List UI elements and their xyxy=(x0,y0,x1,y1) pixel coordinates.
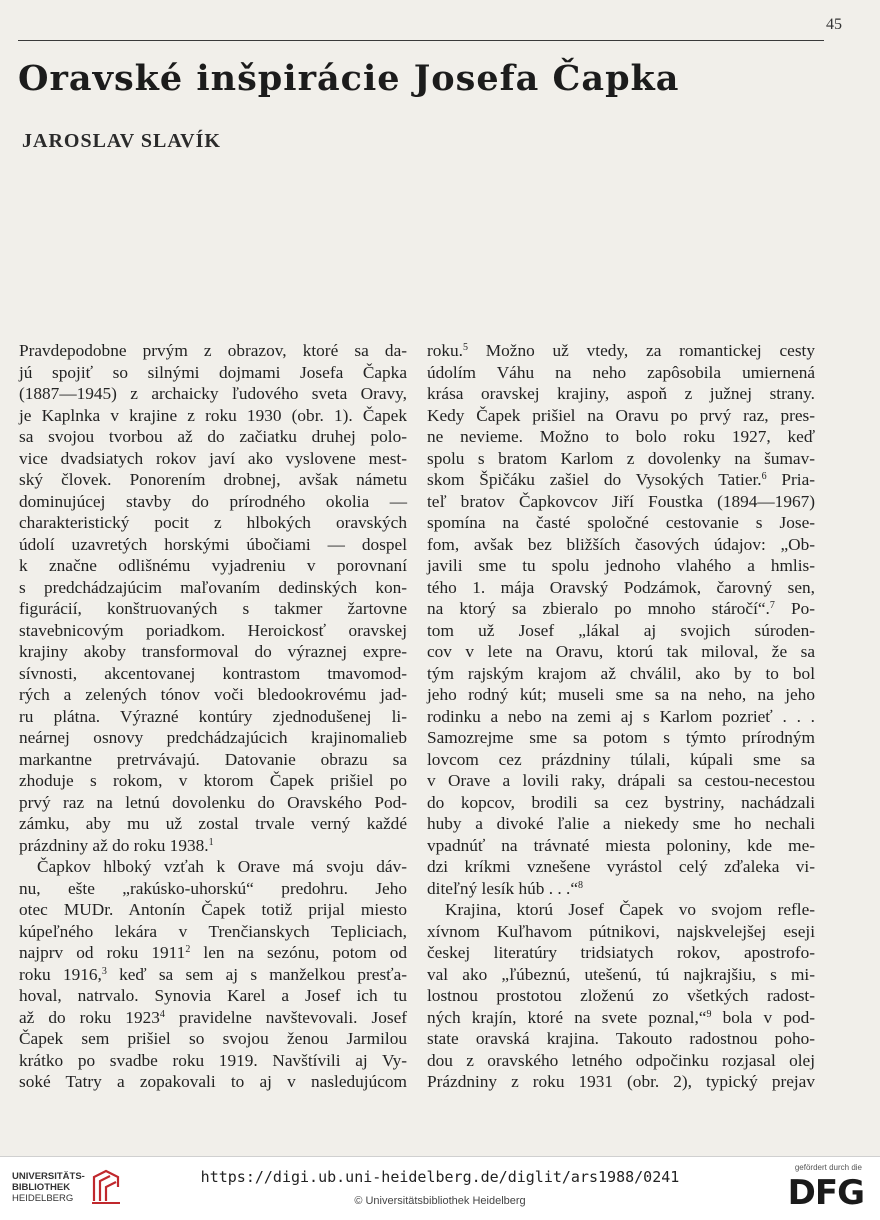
library-line-3: HEIDELBERG xyxy=(12,1193,74,1204)
line-text: dzi kríkmi vznešene vyrástol celý zďaleka vi- xyxy=(427,857,815,876)
line-text: roku. xyxy=(427,341,463,360)
line-text-continued: pravidelne navštevovali. Josef xyxy=(164,1007,407,1027)
line-text: ru plátna. Výrazné kontúry zjednodušenej li- xyxy=(19,706,407,726)
funding-note: gefördert durch die xyxy=(794,1163,862,1172)
line-text: otec MUDr. Antonín Čapek totiž prijal miesto xyxy=(19,900,407,919)
text-line xyxy=(19,1071,407,1093)
text-line xyxy=(427,598,815,620)
text-line xyxy=(19,491,407,513)
line-text: ných krajín, ktoré na svete poznal,“ xyxy=(427,1007,707,1027)
line-text: fom, avšak bez bližších časových údajov: „Ob- xyxy=(427,534,815,554)
text-line xyxy=(427,641,815,663)
footer-bar xyxy=(0,1156,880,1220)
footnote-reference: 2 xyxy=(185,944,191,955)
line-text: s predchádzajúcim maľovaním dedinských kon- xyxy=(19,577,407,597)
line-text: českej literatúry tridsiatych rokov, apostrofo- xyxy=(427,943,815,962)
text-line xyxy=(427,835,815,857)
text-line xyxy=(19,1028,407,1050)
text-line xyxy=(427,620,815,642)
line-text: tým rajským krajom až chválil, ako by to bol xyxy=(427,663,815,683)
line-text: state oravská krajina. Takouto radostnou poho- xyxy=(427,1029,815,1048)
text-line xyxy=(427,878,815,900)
text-line xyxy=(427,727,815,749)
text-line xyxy=(427,856,815,878)
text-line xyxy=(427,663,815,685)
line-text: prázdniny až do roku 1938. xyxy=(19,835,209,855)
text-line xyxy=(19,684,407,706)
line-text: kúpeľného lekára v Trenčianskych Tepliciach, xyxy=(19,921,407,941)
footnote-reference: 4 xyxy=(159,1008,165,1020)
line-text: rých a zelených tónov voči bledookrovému jad- xyxy=(19,685,407,704)
page-number: 45 xyxy=(826,16,842,33)
text-line xyxy=(427,964,815,986)
text-line xyxy=(427,749,815,771)
text-line xyxy=(19,1007,407,1029)
footnote-reference: 1 xyxy=(208,836,214,848)
text-line xyxy=(427,1028,815,1050)
footnote-reference: 3 xyxy=(101,965,107,977)
text-line xyxy=(19,577,407,599)
line-text-continued: keď sa sem aj s manželkou presťa- xyxy=(106,964,407,984)
left-column xyxy=(19,340,407,1093)
line-text: Čapek sem prišiel so svojou ženou Jarmilou xyxy=(19,1029,407,1048)
text-line xyxy=(19,620,407,642)
text-line xyxy=(19,598,407,620)
text-line xyxy=(427,813,815,835)
line-text-continued: len na sezónu, potom od xyxy=(190,943,407,962)
line-text: tého 1. mája Oravský Podzámok, čarovný sen, xyxy=(427,577,815,597)
library-line-2: BIBLIOTHEK xyxy=(12,1182,71,1193)
text-line xyxy=(427,383,815,405)
text-line xyxy=(19,1050,407,1072)
text-line xyxy=(427,792,815,814)
text-line xyxy=(427,899,815,921)
line-text: krása oravskej krajiny, aspoň z južnej strany. xyxy=(427,384,815,403)
line-text: diteľný lesík húb . . .“ xyxy=(427,878,579,898)
line-text: zámku, aby mu už zostal trvale verný každé xyxy=(19,814,407,833)
line-text: (1887—1945) z archaicky ľudového sveta Oravy, xyxy=(19,384,407,403)
text-line xyxy=(427,942,815,964)
text-line xyxy=(427,1050,815,1072)
text-line xyxy=(427,921,815,943)
line-text: dominujúcej stavby do prírodného okolia — xyxy=(19,491,407,511)
line-text: cov v lete na Oravu, ktorú tak miloval, že sa xyxy=(427,642,815,661)
text-line xyxy=(427,405,815,427)
text-line xyxy=(19,534,407,556)
text-line xyxy=(19,340,407,362)
text-line xyxy=(19,835,407,857)
text-line xyxy=(427,1007,815,1029)
library-line-1: UNIVERSITÄTS- xyxy=(12,1171,85,1182)
text-line xyxy=(19,921,407,943)
line-text: v Orave a lovili raky, drápali sa cestou-necestou xyxy=(427,771,815,790)
line-text: krajiny akoby transformoval do výraznej expre- xyxy=(19,642,407,661)
line-text: sívnosti, akcentovanej kontrastom tmavomod- xyxy=(19,663,407,683)
line-text: roku 1916, xyxy=(19,964,102,984)
text-line xyxy=(19,426,407,448)
line-text-continued: Pria- xyxy=(766,470,816,489)
text-line xyxy=(19,856,407,878)
line-text: ne nevieme. Možno to bolo roku 1927, keď xyxy=(427,427,815,446)
footnote-reference: 8 xyxy=(578,879,584,891)
text-line xyxy=(427,577,815,599)
line-text: hoval, natrvalo. Synovia Karel a Josef ich tu xyxy=(19,986,407,1005)
text-line xyxy=(427,770,815,792)
line-text: spolu s bratom Karlom z dovolenky na šumav- xyxy=(427,448,815,468)
line-text: soké Tatry a zopakovali to aj v nasledujúcom xyxy=(19,1072,407,1091)
text-line xyxy=(427,512,815,534)
footnote-reference: 7 xyxy=(769,600,775,611)
line-text: jeho rodný kút; museli sme sa na neho, na jeho xyxy=(427,685,815,704)
line-text: až do roku 1923 xyxy=(19,1007,160,1027)
text-line xyxy=(427,448,815,470)
text-line xyxy=(19,448,407,470)
text-line xyxy=(19,405,407,427)
text-line xyxy=(427,684,815,706)
line-text: markantne pretrvávajú. Datovanie obrazu sa xyxy=(19,749,407,769)
text-line xyxy=(427,1071,815,1093)
line-text: val ako „ľúbeznú, utešenú, tú najkrajšiu, s mi- xyxy=(427,964,815,984)
line-text: lovcom cez prázdniny túlali, kúpali sme sa xyxy=(427,749,815,769)
line-text: údolím Váhu na neho zapôsobila umiernená xyxy=(427,362,815,382)
right-column xyxy=(427,340,815,1093)
line-text: xívnom Kuľhavom pútnikovi, najskvelejšej eseji xyxy=(427,921,815,941)
text-line xyxy=(19,942,407,964)
text-line xyxy=(427,534,815,556)
line-text: figurácií, konštruovaných s takmer žartovne xyxy=(19,599,407,618)
line-text-continued: Možno už vtedy, za romantickej cesty xyxy=(468,341,815,360)
text-line xyxy=(427,426,815,448)
line-text-continued: bola v pod- xyxy=(711,1007,816,1027)
line-text: Prázdniny z roku 1931 (obr. 2), typický prejav xyxy=(427,1072,815,1091)
text-line xyxy=(19,383,407,405)
text-line xyxy=(19,512,407,534)
text-line xyxy=(427,555,815,577)
line-text: rodinku a nebo na zemi aj s Karlom pozrieť . . . xyxy=(427,706,815,726)
text-line xyxy=(19,727,407,749)
line-text: prvý raz na letnú dovolenku do Oravského Pod- xyxy=(19,792,407,812)
line-text: jú spojiť so silnými dojmami Josefa Čapka xyxy=(19,362,407,382)
line-text: je Kaplnka v krajine z roku 1930 (obr. 1). Čapek xyxy=(19,405,407,425)
line-text: do kopcov, brodili sa cez bystriny, nachádzali xyxy=(427,792,815,812)
line-text: charakteristický pocit z hlbokých oravských xyxy=(19,513,407,532)
text-line xyxy=(427,469,815,491)
text-line xyxy=(427,491,815,513)
text-line xyxy=(19,706,407,728)
text-line xyxy=(19,899,407,921)
line-text: lostnou prostotou zloženú zo všetkých radost- xyxy=(427,986,815,1005)
line-text: dou z oravského letného odpočinku rozjasal olej xyxy=(427,1050,815,1070)
line-text: vice dvadsiatych rokov javí ako vyslovene mest- xyxy=(19,448,407,468)
line-text: údolí uzavretých horskými úbočiami — dospel xyxy=(19,534,407,554)
line-text: Kedy Čapek prišiel na Oravu po prvý raz, pres- xyxy=(427,405,815,425)
line-text: Krajina, ktorú Josef Čapek vo svojom refle- xyxy=(445,900,815,919)
text-line xyxy=(19,964,407,986)
top-rule xyxy=(18,40,824,41)
dfg-logo[interactable]: DFG xyxy=(787,1173,864,1213)
text-line xyxy=(427,706,815,728)
line-text: huby a divoké ľalie a niekedy sme ho nechali xyxy=(427,814,815,833)
source-url-link[interactable]: https://digi.ub.uni-heidelberg.de/diglit/ars1988/0241 xyxy=(200,1168,680,1186)
text-line xyxy=(19,469,407,491)
line-text: stavebnicovým poriadkom. Heroickosť oravskej xyxy=(19,620,407,640)
text-line xyxy=(427,340,815,362)
line-text: Samozrejme sme sa potom s týmto prírodným xyxy=(427,728,815,747)
line-text: vpadnúť na trávnaté miesta poloniny, kde me- xyxy=(427,835,815,855)
text-line xyxy=(427,362,815,384)
line-text: na ktorý sa zbieralo po mnoho stáročí“. xyxy=(427,599,770,618)
line-text: spomína na časté spoločné cestovanie s Jose- xyxy=(427,513,815,532)
text-line xyxy=(19,663,407,685)
line-text: ský človek. Ponorením drobnej, avšak námetu xyxy=(19,470,407,489)
article-title: Oravské inšpirácie Josefa Čapka xyxy=(18,58,680,99)
text-line xyxy=(19,792,407,814)
text-line xyxy=(19,878,407,900)
article-author: JAROSLAV SLAVÍK xyxy=(22,130,221,152)
line-text: k značne odlišnému vyjadreniu v porovnaní xyxy=(19,556,407,575)
text-line xyxy=(427,985,815,1007)
text-line xyxy=(19,749,407,771)
line-text: skom Špičáku zašiel do Vysokých Tatier. xyxy=(427,470,762,489)
line-text: neárnej osnovy predchádzajúcich krajinomalieb xyxy=(19,728,407,747)
line-text: sa svojou tvorbou až do začiatku druhej polo- xyxy=(19,427,407,446)
footnote-reference: 6 xyxy=(761,471,767,482)
line-text: najprv od roku 1911 xyxy=(19,943,186,962)
text-line xyxy=(19,641,407,663)
text-line xyxy=(19,555,407,577)
copyright-notice: © Universitätsbibliothek Heidelberg xyxy=(354,1195,526,1207)
line-text: nu, ešte „rakúsko-uhorskú“ predohru. Jeho xyxy=(19,878,407,898)
text-line xyxy=(19,813,407,835)
line-text: javili sme tu spolu jednoho vlahého a hmlis- xyxy=(427,556,815,575)
line-text: krátko po svadbe roku 1919. Navštívili aj Vy- xyxy=(19,1050,407,1070)
line-text: zhoduje s rokom, v ktorom Čapek prišiel po xyxy=(19,771,407,790)
line-text: Pravdepodobne prvým z obrazov, ktoré sa da- xyxy=(19,341,407,360)
text-line xyxy=(19,362,407,384)
footnote-reference: 9 xyxy=(706,1008,712,1020)
line-text: Čapkov hlboký vzťah k Orave má svoju dáv- xyxy=(37,857,407,876)
line-text: tom už Josef „lákal aj svojich súroden- xyxy=(427,620,815,640)
footnote-reference: 5 xyxy=(463,342,468,353)
text-line xyxy=(19,985,407,1007)
line-text-continued: Po- xyxy=(774,599,815,618)
text-line xyxy=(19,770,407,792)
line-text: teľ bratov Čapkovcov Jiří Foustka (1894—1967) xyxy=(427,491,815,511)
